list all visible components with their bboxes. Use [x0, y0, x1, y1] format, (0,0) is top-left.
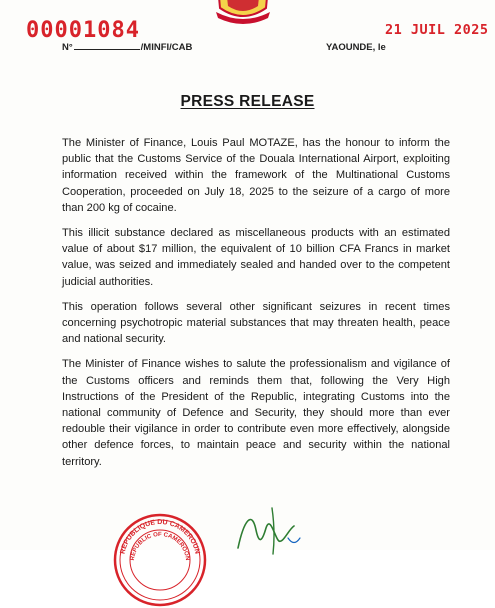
reference-suffix: /MINFI/CAB — [140, 42, 193, 53]
svg-text:REPUBLIC OF CAMEROON — [130, 532, 190, 561]
body-text — [62, 135, 450, 479]
page-title: PRESS RELEASE — [180, 93, 315, 110]
paragraph-1: The Minister of Finance, Louis Paul MOTAZE, has the honour to inform the public that the Customs Service of the Douala International Airport, exploiting information received within the framework of the Multinational Customs Cooperation, proceeded on July 18, 2025 to the seizure of a cargo of more than 200 kg of cocaine. — [62, 137, 450, 214]
handwritten-signature — [218, 500, 328, 555]
place-line: YAOUNDE, le — [326, 42, 386, 53]
document-number: 00001084 — [26, 18, 140, 43]
seal-text-inner: REPUBLIC OF CAMEROON — [129, 531, 191, 561]
paragraph-4: The Minister of Finance wishes to salute the professionalism and vigilance of the Customs officers and reminds them that, following the Very High Instructions of the President of the Republic, integrating Customs into the national community of Defence and Security, they should more than ever redouble their vigilance in order to contribute even more effectively, alongside other defence forces, to maintain peace and security within the national territory. — [62, 358, 450, 468]
date-stamp: 21 JUIL 2025 — [385, 22, 489, 38]
reference-prefix: N° — [62, 42, 73, 53]
official-seal — [112, 512, 208, 608]
coat-of-arms-emblem — [212, 0, 274, 22]
reference-line — [62, 42, 192, 53]
seal-text-top: REPUBLIQUE DU CAMEROUN — [119, 518, 201, 555]
reference-blank — [74, 49, 140, 50]
paragraph-3: This operation follows several other significant seizures in recent times concerning psychotropic material substances that may threaten health, peace and national security. — [62, 300, 450, 346]
paragraph-2: This illicit substance declared as miscellaneous products with an estimated value of about $17 million, the equivalent of 10 billion CFA Francs in market value, was seized and immediately sealed and handed over to the competent judicial authorities. — [62, 227, 450, 288]
